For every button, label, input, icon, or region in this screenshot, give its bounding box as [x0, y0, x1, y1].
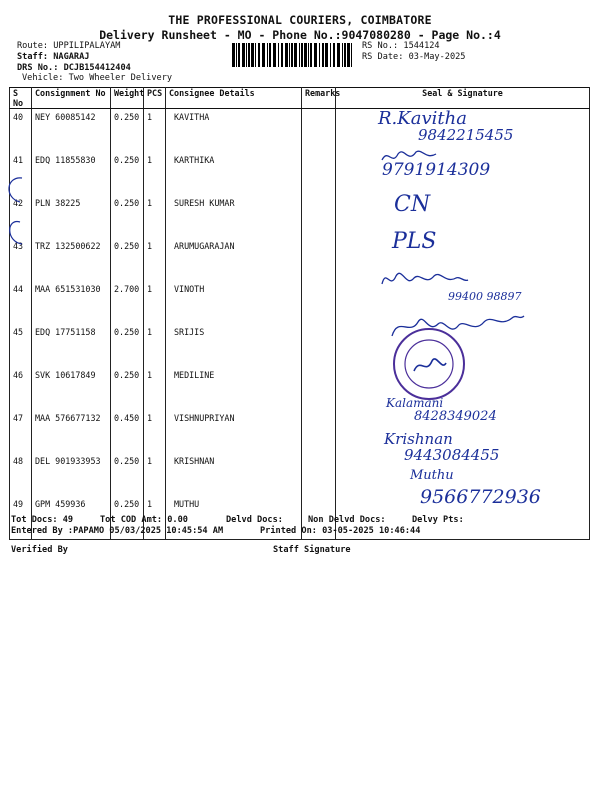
barcode-bar [281, 43, 283, 67]
row-pcs: 1 [144, 109, 166, 153]
total-docs: Tot Docs: 49 [11, 515, 74, 525]
row-sno: 46 [10, 367, 32, 410]
table-row [10, 410, 590, 453]
phone-kavitha: 9842215455 [418, 126, 514, 144]
barcode-bar [342, 43, 343, 67]
row-consignee: KRISHNAN [166, 453, 302, 496]
row-consignment-no: TRZ 132500622 [32, 238, 111, 281]
phone-krishnan: 9443084455 [404, 446, 500, 464]
row-consignee: ARUMUGARAJAN [166, 238, 302, 281]
row-remarks [302, 281, 336, 324]
barcode-bar [238, 43, 240, 67]
vehicle-label: Vehicle: Two Wheeler Delivery [22, 73, 173, 83]
entered-by: Entered By :PAPAMO 05/03/2025 10:45:54 AM [11, 526, 224, 536]
row-pcs: 1 [144, 410, 166, 453]
rs-number: RS No.: 1544124 [362, 41, 440, 51]
col-header-remarks: Remarks [302, 88, 336, 109]
barcode-bar [301, 43, 303, 67]
barcode-bar [310, 43, 312, 67]
row-pcs: 1 [144, 152, 166, 195]
staff-label: Staff: NAGARAJ [17, 52, 90, 62]
document-subtitle: Delivery Runsheet - MO - Phone No.:9047080280 - Page No.:4 [99, 28, 501, 42]
row-consignment-no: MAA 576677132 [32, 410, 111, 453]
barcode-bar [289, 43, 290, 67]
row-remarks [302, 238, 336, 281]
phone-kalamani: 8428349024 [414, 409, 497, 424]
col-header-seal: Seal & Signature [336, 88, 590, 109]
row-weight: 0.250 [111, 109, 144, 153]
row-remarks [302, 324, 336, 367]
col-header-pcs: PCS [144, 88, 166, 109]
table-header-row [10, 88, 590, 109]
delivered-docs: Delvd Docs: [226, 515, 283, 525]
col-header-consignee: Consignee Details [166, 88, 302, 109]
signature-kavitha: R.Kavitha [378, 108, 467, 129]
row-pcs: 1 [144, 367, 166, 410]
barcode-bar [344, 43, 346, 67]
signature-muthu: Muthu [410, 468, 454, 483]
barcode-bar [347, 43, 350, 67]
row-consignee: MEDILINE [166, 367, 302, 410]
row-sno: 47 [10, 410, 32, 453]
row-consignee: VINOTH [166, 281, 302, 324]
row-weight: 0.450 [111, 410, 144, 453]
row-weight: 0.250 [111, 453, 144, 496]
sno-circles-ink [0, 170, 40, 250]
table-row [10, 238, 590, 281]
barcode-bar [294, 43, 297, 67]
row-consignee: KARTHIKA [166, 152, 302, 195]
barcode-bar [314, 43, 317, 67]
barcode-bar [330, 43, 331, 67]
col-header-sno: S No [10, 88, 32, 109]
row-weight: 2.700 [111, 281, 144, 324]
total-cod-amount: Tot COD Amt: 0.00 [100, 515, 188, 525]
delivery-points: Delvy Pts: [412, 515, 464, 525]
barcode-image [232, 43, 354, 67]
barcode-bar [258, 43, 260, 67]
row-remarks [302, 410, 336, 453]
barcode-bar [236, 43, 237, 67]
row-consignment-no: SVK 10617849 [32, 367, 111, 410]
signature-krishnan: Krishnan [384, 430, 453, 448]
barcode-bar [291, 43, 293, 67]
phone-muthu: 9566772936 [420, 486, 541, 508]
route-label: Route: UPPILIPALAYAM [17, 41, 121, 51]
row-consignee: VISHNUPRIYAN [166, 410, 302, 453]
row-consignment-no: MAA 651531030 [32, 281, 111, 324]
barcode-bar [285, 43, 288, 67]
row-weight: 0.250 [111, 324, 144, 367]
barcode-bar [269, 43, 271, 67]
barcode-bar [333, 43, 335, 67]
row-consignee: SRIJIS [166, 324, 302, 367]
barcode-bar [273, 43, 276, 67]
barcode-bar [248, 43, 250, 67]
barcode-bar [299, 43, 300, 67]
barcode-bar [308, 43, 309, 67]
signature-suresh: CN [394, 192, 431, 217]
row-consignee: SURESH KUMAR [166, 195, 302, 238]
barcode-bar [232, 43, 235, 67]
barcode-bar [304, 43, 307, 67]
row-pcs: 1 [144, 324, 166, 367]
row-pcs: 1 [144, 238, 166, 281]
row-pcs: 1 [144, 496, 166, 540]
row-remarks [302, 453, 336, 496]
barcode-bar [319, 43, 320, 67]
non-delivered-docs: Non Delvd Docs: [308, 515, 386, 525]
barcode-bar [267, 43, 268, 67]
row-weight: 0.250 [111, 195, 144, 238]
row-pcs: 1 [144, 281, 166, 324]
row-consignment-no: PLN 38225 [32, 195, 111, 238]
row-sno: 49 [10, 496, 32, 540]
row-consignment-no: DEL 901933953 [32, 453, 111, 496]
rs-date: RS Date: 03-May-2025 [362, 52, 466, 62]
row-sno: 43 [10, 238, 32, 281]
row-sno: 42 [10, 195, 32, 238]
staff-signature-label: Staff Signature [273, 545, 351, 555]
verified-by-label: Verified By [11, 545, 68, 555]
row-sno: 40 [10, 109, 32, 153]
barcode-bar [325, 43, 328, 67]
document-title: THE PROFESSIONAL COURIERS, COIMBATORE [168, 13, 432, 27]
row-sno: 45 [10, 324, 32, 367]
barcode-bar [255, 43, 256, 67]
signature-vinoth [380, 266, 470, 292]
row-remarks [302, 367, 336, 410]
row-seal-signature [336, 195, 590, 238]
barcode-bar [251, 43, 254, 67]
row-sno: 44 [10, 281, 32, 324]
barcode-bar [337, 43, 340, 67]
barcode-bar [246, 43, 247, 67]
row-weight: 0.250 [111, 238, 144, 281]
printed-on: Printed On: 03-05-2025 10:46:44 [260, 526, 421, 536]
row-consignee: KAVITHA [166, 109, 302, 153]
signature-kalamani: Kalamani [386, 396, 444, 410]
col-header-consignment: Consignment No [32, 88, 111, 109]
row-pcs: 1 [144, 195, 166, 238]
table-row [10, 195, 590, 238]
table-row [10, 152, 590, 195]
row-remarks [302, 109, 336, 153]
row-weight: 0.250 [111, 152, 144, 195]
row-consignment-no: GPM 459936 [32, 496, 111, 540]
row-consignment-no: NEY 60085142 [32, 109, 111, 153]
row-sno: 48 [10, 453, 32, 496]
signature-arumugarajan: PLS [392, 229, 437, 254]
row-remarks [302, 195, 336, 238]
drs-number: DRS No.: DCJB154412404 [17, 63, 131, 73]
row-consignment-no: EDQ 11855830 [32, 152, 111, 195]
row-weight: 0.250 [111, 367, 144, 410]
row-remarks [302, 152, 336, 195]
barcode-bar [262, 43, 265, 67]
row-consignee: MUTHU [166, 496, 302, 540]
row-weight: 0.250 [111, 496, 144, 540]
phone-vinoth: 99400 98897 [448, 290, 522, 303]
row-sno: 41 [10, 152, 32, 195]
barcode-bar [322, 43, 324, 67]
barcode-bar [278, 43, 279, 67]
col-header-weight: Weight [111, 88, 144, 109]
row-pcs: 1 [144, 453, 166, 496]
table-row [10, 367, 590, 410]
barcode-bar [242, 43, 245, 67]
row-consignment-no: EDQ 17751158 [32, 324, 111, 367]
barcode-bar [351, 43, 352, 67]
phone-karthika: 9791914309 [382, 160, 491, 180]
delivery-stamp-image [392, 327, 466, 401]
